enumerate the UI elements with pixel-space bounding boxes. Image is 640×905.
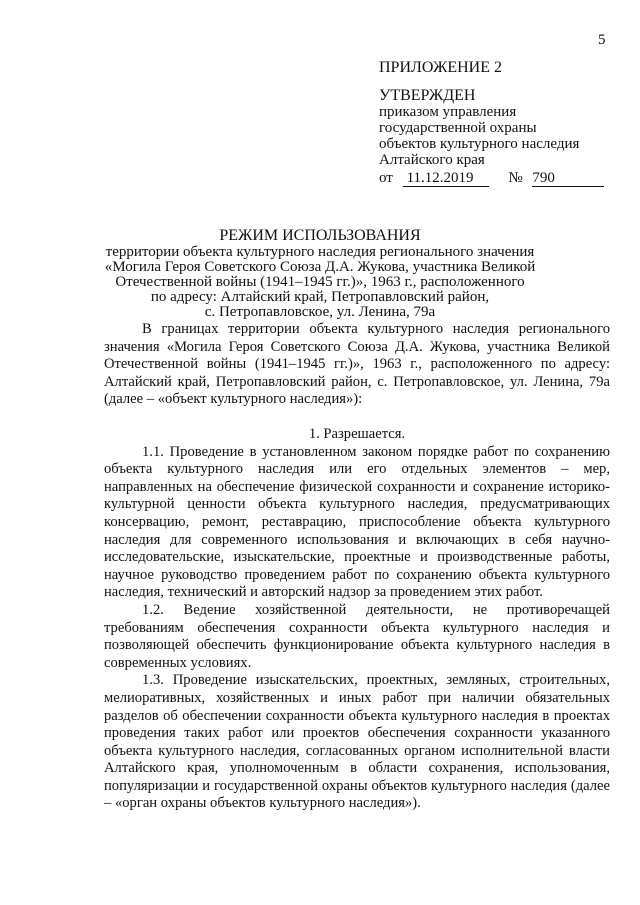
section-1-heading: 1. Разрешается. bbox=[308, 426, 406, 442]
approval-line: приказом управления bbox=[379, 104, 517, 120]
order-number: 790 bbox=[532, 171, 604, 187]
approval-line: государственной охраны bbox=[379, 120, 537, 136]
document-title bbox=[104, 227, 536, 320]
appendix-label: ПРИЛОЖЕНИЕ 2 bbox=[379, 59, 503, 76]
item-1-2: 1.2. Ведение хозяйственной деятельности, не противоречащей требованиям обеспечения сохранности объекта культурного наследия и позволяющей обеспечить функционирование объекта культурного наследия в современных условиях. bbox=[104, 601, 610, 671]
approval-block bbox=[379, 60, 604, 187]
order-date: 11.12.2019 bbox=[403, 171, 489, 187]
title-line: по адресу: Алтайский край, Петропавловский район, bbox=[150, 289, 490, 305]
title-line: Отечественной войны (1941–1945 гг.)», 1963 г., расположенного bbox=[115, 274, 525, 290]
title-line: с. Петропавловское, ул. Ленина, 79а bbox=[204, 304, 436, 320]
title-line: «Могила Героя Советского Союза Д.А. Жукова, участника Великой bbox=[104, 259, 536, 275]
page-number: 5 bbox=[598, 32, 606, 48]
number-label: № bbox=[508, 170, 523, 186]
item-1-1: 1.1. Проведение в установленном законом порядке работ по сохранению объекта культурного наследия или его отдельных элементов – мер, направленных на обеспечение физической сохранности и сохранение историко-культурной ценности объекта культурного наследия, предусматривающих консервацию, ремонт, реставрацию, приспособление объекта культурного наследия для современного использования и включающих в себя научно-исследовательские, изыскательские, проектные и производственные работы, научное руководство проведением работ по сохранению объекта культурного наследия, технический и авторский надзор за проведением этих работ. bbox=[104, 443, 610, 601]
order-date-line bbox=[379, 170, 604, 187]
intro-paragraph: В границах территории объекта культурного наследия регионального значения «Могила Героя Советского Союза Д.А. Жукова, участника Великой Отечественной войны (1941–1945 гг.)», 1963 г., расположенного по адресу: Алтайский край, Петропавловский район, с. Петропавловское, ул. Ленина, 79а (далее – «объект культурного наследия»): bbox=[104, 321, 610, 408]
title-line: территории объекта культурного наследия регионального значения bbox=[105, 244, 535, 260]
approved-label: УТВЕРЖДЕН bbox=[379, 87, 476, 104]
from-label: от bbox=[379, 170, 393, 186]
item-1-3: 1.3. Проведение изыскательских, проектных, земляных, строительных, мелиоративных, хозяйственных и иных работ при наличии обязательных разделов об обеспечении сохранности объекта культурного наследия в проектах проведения таких работ или проектов обеспечения сохранности указанного объекта культурного наследия, согласованных органом исполнительной власти Алтайского края, уполномоченным в области сохранения, использования, популяризации и государственной охраны объектов культурного наследия (далее – «орган охраны объектов культурного наследия»). bbox=[104, 672, 610, 812]
title-main: РЕЖИМ ИСПОЛЬЗОВАНИЯ bbox=[219, 227, 421, 244]
approval-line: Алтайского края bbox=[379, 152, 485, 168]
approval-line: объектов культурного наследия bbox=[379, 136, 580, 152]
section-1 bbox=[104, 426, 610, 813]
